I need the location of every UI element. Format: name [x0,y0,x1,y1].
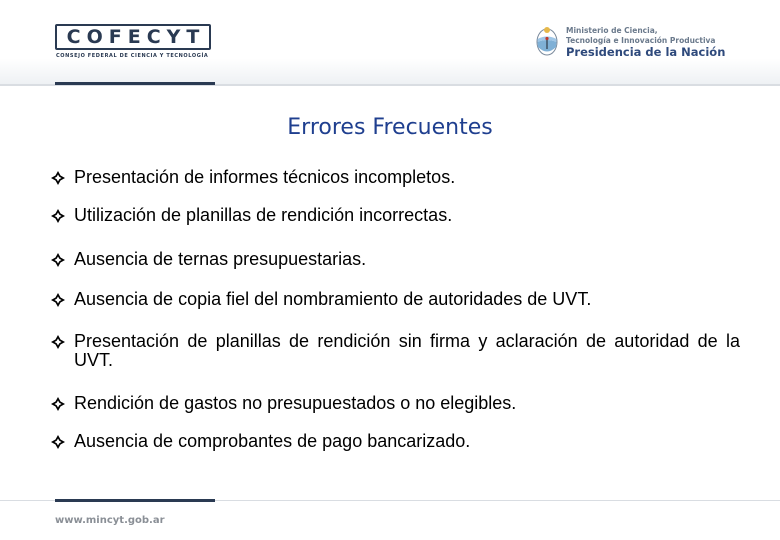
cofecyt-logo-box [55,24,211,50]
list-item [50,206,740,225]
list-item-text: Ausencia de comprobantes de pago bancarizado. [74,431,471,451]
ministry-name-line1: Ministerio de Ciencia, [566,26,658,35]
presidency-name: Presidencia de la Nación [566,45,726,59]
diamond-bullet-icon [50,170,66,186]
cofecyt-logo-text: COFECYT [66,26,206,48]
ministry-logo [535,22,735,66]
list-item-text: Rendición de gastos no presupuestados o no elegibles. [74,393,517,413]
list-item [50,250,740,269]
list-item-text: Presentación de planillas de rendición sin firma y aclaración de autoridad de la UVT. [74,331,740,370]
header-accent-bar [55,82,215,85]
page-title: Errores Frecuentes [287,115,493,140]
list-item [50,332,740,370]
ministry-name-line2: Tecnología e Innovación Productiva [566,36,716,45]
list-item-text: Ausencia de ternas presupuestarias. [74,249,367,269]
cofecyt-logo-subtitle: CONSEJO FEDERAL DE CIENCIA Y TECNOLOGÍA [56,53,209,59]
list-item [50,168,740,187]
list-item [50,432,740,451]
diamond-bullet-icon [50,396,66,412]
list-item-text: Presentación de informes técnicos incompletos. [74,167,456,187]
footer-url: www.mincyt.gob.ar [55,515,165,526]
list-item-text: Ausencia de copia fiel del nombramiento de autoridades de UVT. [74,289,592,309]
diamond-bullet-icon [50,334,66,350]
diamond-bullet-icon [50,292,66,308]
list-item-text: Utilización de planillas de rendición incorrectas. [74,205,453,225]
list-item [50,394,740,413]
diamond-bullet-icon [50,208,66,224]
argentina-coat-of-arms-icon [535,25,559,57]
diamond-bullet-icon [50,252,66,268]
list-item [50,290,740,309]
diamond-bullet-icon [50,434,66,450]
cofecyt-logo [55,24,215,64]
footer-accent-bar [55,499,215,502]
